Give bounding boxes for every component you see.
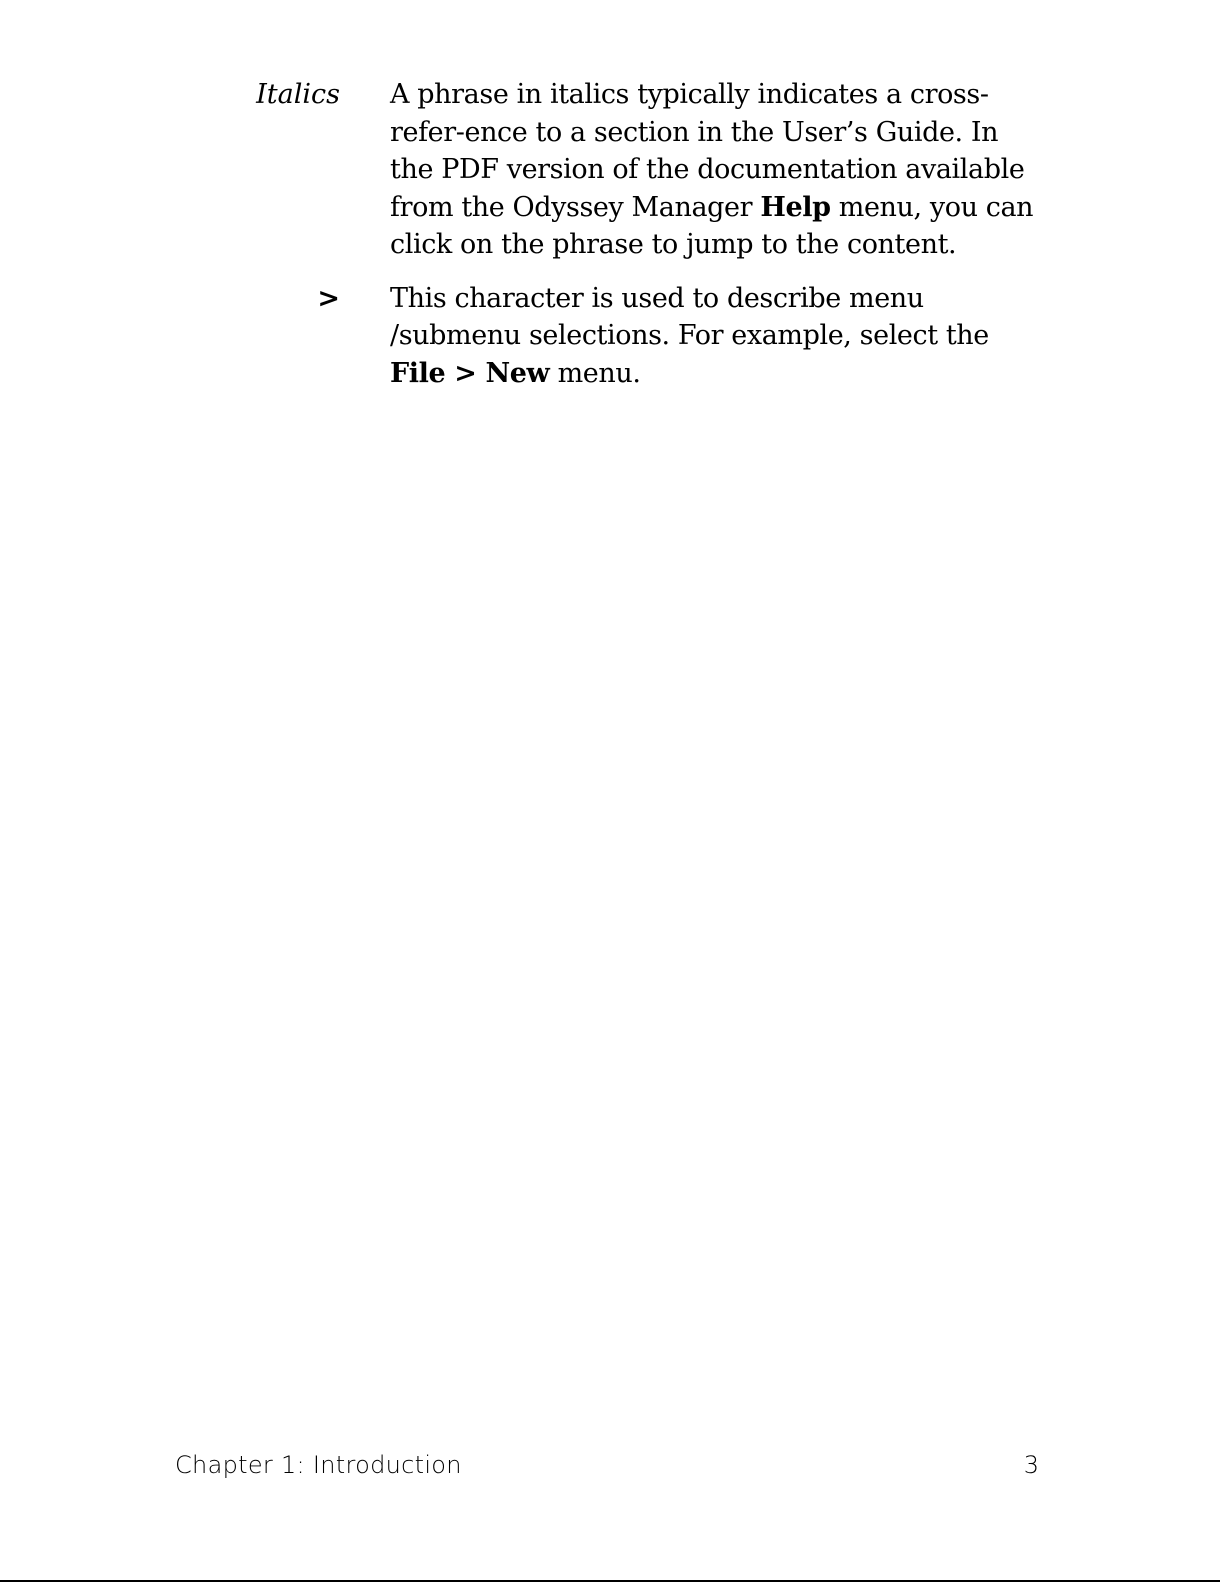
convention-term: Italics <box>256 79 340 110</box>
definition-bold-text: File > New <box>390 357 550 389</box>
bottom-divider <box>0 1580 1220 1582</box>
definition-bold-text: Help <box>760 191 831 223</box>
convention-definition <box>390 76 1040 264</box>
convention-row-menu-separator <box>0 280 1220 393</box>
definition-text: menu, you can click on the phrase to jump to the content. <box>390 191 1034 260</box>
definition-text: A phrase in italics typically indicates a cross-refer-ence to a section in the User’s Guide. In the PDF version of the documentation available from the Odyssey Manager <box>390 79 1025 223</box>
page-footer <box>175 1448 1041 1482</box>
convention-term: > <box>317 282 340 314</box>
conventions-table <box>0 76 1220 408</box>
footer-page-number: 3 <box>1023 1451 1039 1479</box>
convention-row-italics <box>0 76 1220 264</box>
definition-text: menu. <box>549 357 641 389</box>
convention-definition <box>390 280 1040 393</box>
footer-chapter-title: Chapter 1: Introduction <box>175 1451 462 1479</box>
definition-text: This character is used to describe menu /submenu selections. For example, select the <box>390 282 989 351</box>
